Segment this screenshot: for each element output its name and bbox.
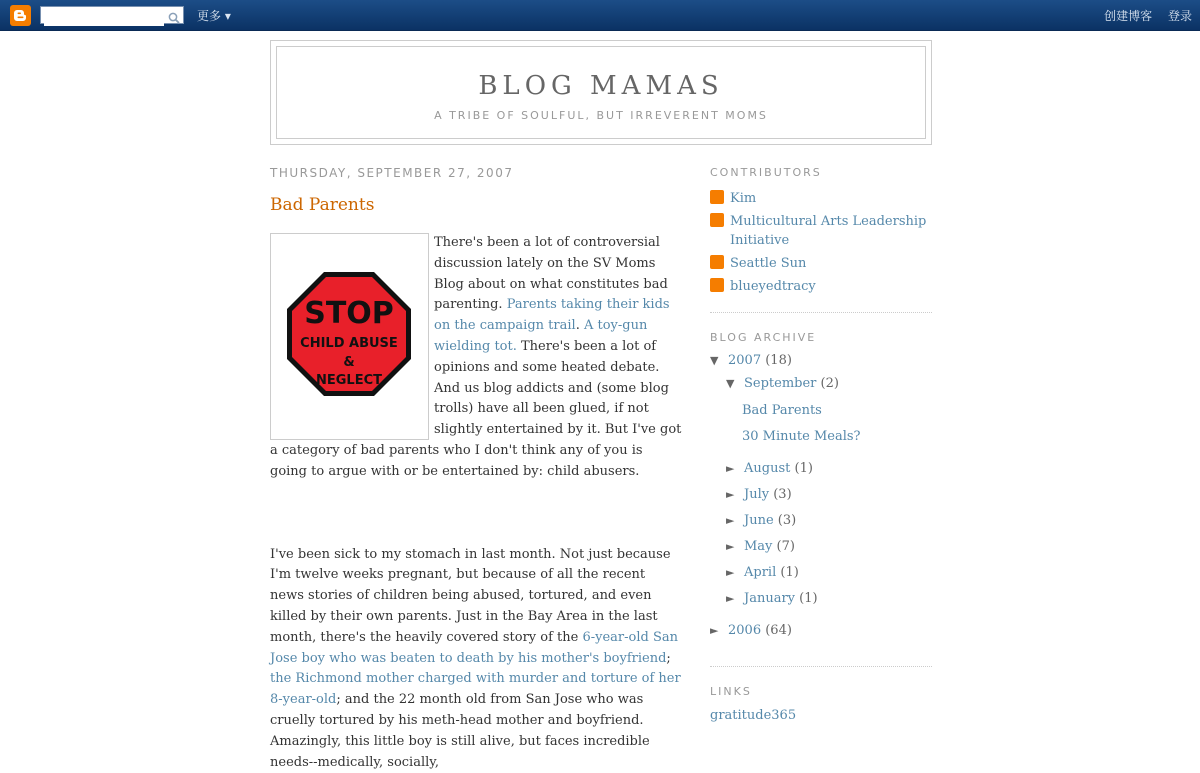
- campaign-trail-link[interactable]: Parents taking their kids on the campaign trail: [434, 297, 670, 334]
- blog-title[interactable]: BLOG MAMAS: [478, 71, 724, 101]
- archive-month-september: [710, 374, 932, 394]
- expand-toggle-icon[interactable]: ►: [726, 488, 735, 501]
- contributor-name[interactable]: Multicultural Arts Leadership Initiative: [730, 214, 927, 248]
- archive-year-link[interactable]: 2006: [728, 623, 762, 638]
- navbar-right-links: [1092, 7, 1192, 24]
- blogger-profile-icon: [710, 213, 724, 227]
- post-title[interactable]: Bad Parents: [270, 195, 375, 215]
- richmond-mother-link[interactable]: the Richmond mother charged with murder and torture of her 8-year-old: [270, 671, 681, 708]
- archive-year-2006: [710, 618, 932, 644]
- archive-count: (64): [765, 623, 792, 638]
- links-item[interactable]: [710, 706, 932, 725]
- blogger-profile-icon: [710, 255, 724, 269]
- archive-month-link[interactable]: August: [744, 461, 791, 476]
- archive-count: (18): [765, 353, 792, 368]
- blogger-profile-icon: [710, 190, 724, 204]
- contributor-name[interactable]: Kim: [730, 191, 757, 206]
- create-blog-link[interactable]: 创建博客: [1104, 9, 1153, 23]
- contributor-name[interactable]: blueyedtracy: [730, 279, 816, 294]
- expand-toggle-icon[interactable]: ►: [726, 462, 735, 475]
- contributor-item[interactable]: [710, 277, 932, 296]
- archive-count: (3): [777, 513, 797, 528]
- archive-month-link[interactable]: April: [744, 565, 777, 580]
- blogger-icon[interactable]: [10, 5, 31, 26]
- more-menu-button[interactable]: 更多 ▾: [197, 9, 231, 23]
- paragraph-2-text-b: ;: [666, 650, 671, 666]
- expand-toggle-icon[interactable]: ►: [710, 624, 719, 637]
- contributor-item[interactable]: [710, 254, 932, 273]
- collapse-toggle-icon[interactable]: ▼: [726, 377, 735, 390]
- post-date: THURSDAY, SEPTEMBER 27, 2007: [270, 166, 514, 180]
- archive-month-august: [710, 456, 932, 482]
- archive-month-link[interactable]: May: [744, 539, 773, 554]
- expand-toggle-icon[interactable]: ►: [726, 566, 735, 579]
- expand-toggle-icon[interactable]: ►: [726, 514, 735, 527]
- post-body: [270, 233, 682, 773]
- archive-month-link[interactable]: January: [744, 591, 796, 606]
- paragraph-spacer: [270, 483, 682, 545]
- stop-sign-word: STOP: [304, 296, 394, 331]
- stop-sign-line3: &: [343, 355, 355, 370]
- archive-count: (1): [794, 461, 813, 476]
- links-heading: LINKS: [710, 685, 752, 698]
- contributor-item[interactable]: [710, 212, 932, 250]
- search-input[interactable]: [44, 12, 164, 26]
- archive-post-link[interactable]: Bad Parents: [742, 403, 822, 418]
- expand-toggle-icon[interactable]: ►: [726, 540, 735, 553]
- toy-gun-link[interactable]: A toy-gun wielding tot.: [434, 318, 648, 354]
- blog-header-inner: [276, 46, 926, 139]
- collapse-toggle-icon[interactable]: ▼: [710, 354, 719, 367]
- sidebar-divider: [710, 666, 932, 667]
- paragraph-2-text-c: ; and the 22 month old from San Jose who was cruelly tortured by his meth-head mother and boyfriend. Amazingly, this little boy is still alive, but faces incredible needs--medically, socially,: [270, 692, 650, 770]
- blog-archive-heading: BLOG ARCHIVE: [710, 331, 817, 344]
- link-gratitude365[interactable]: gratitude365: [710, 708, 797, 723]
- blogger-navbar: [0, 0, 1200, 31]
- stop-child-abuse-image[interactable]: [270, 233, 429, 440]
- blogger-profile-icon: [710, 278, 724, 292]
- contributor-item[interactable]: [710, 189, 932, 208]
- stop-sign-line2: CHILD ABUSE: [300, 336, 398, 351]
- archive-post-item: [710, 398, 932, 424]
- paragraph-1-text-a: There's been a lot of controversial discussion lately on the SV Moms Blog about on what constitutes bad parenting.: [434, 235, 668, 313]
- paragraph-1-text-b: .: [575, 318, 584, 334]
- contributors-heading: CONTRIBUTORS: [710, 166, 822, 179]
- blog-header: [270, 40, 932, 145]
- stop-sign-line4: NEGLECT: [315, 373, 383, 388]
- paragraph-2-text-a: I've been sick to my stomach in last month. Not just because I'm twelve weeks pregnant, but because of all the recent news stories of children being abused, tortured, and even killed by their own parents. Just in the Bay Area in the last month, there's the heavily covered story of the: [270, 546, 671, 645]
- archive-count: (1): [799, 591, 818, 606]
- archive-count: (2): [820, 376, 839, 391]
- archive-year-2007: [710, 348, 932, 374]
- blog-archive-tree: [710, 348, 932, 644]
- expand-toggle-icon[interactable]: ►: [726, 592, 735, 605]
- sign-in-link[interactable]: 登录: [1167, 9, 1192, 23]
- archive-count: (3): [773, 487, 792, 502]
- search-icon[interactable]: [168, 9, 180, 28]
- archive-month-june: [710, 508, 932, 534]
- sidebar: [710, 166, 932, 729]
- archive-month-january: [710, 586, 932, 612]
- san-jose-boy-link[interactable]: 6-year-old San Jose boy who was beaten to death by his mother's boyfriend: [270, 629, 678, 666]
- archive-month-link[interactable]: September: [744, 376, 817, 391]
- paragraph-1-text-c: There's been a lot of opinions and some heated debate. And us blog addicts and (some blog trolls) have all been glued, if not slightly entertained by it. But I've got a category of bad parents who I don't think any of you is going to argue with or be entertained by: child abusers.: [270, 338, 682, 479]
- archive-year-link[interactable]: 2007: [728, 353, 762, 368]
- contributor-name[interactable]: Seattle Sun: [730, 256, 807, 271]
- sidebar-divider: [710, 312, 932, 313]
- archive-month-may: [710, 534, 932, 560]
- navbar-search-box[interactable]: [40, 6, 184, 24]
- archive-month-link[interactable]: June: [744, 513, 774, 528]
- archive-month-july: [710, 482, 932, 508]
- archive-month-link[interactable]: July: [744, 487, 770, 502]
- archive-month-april: [710, 560, 932, 586]
- archive-count: (7): [776, 539, 795, 554]
- archive-count: (1): [780, 565, 799, 580]
- main-column: [270, 166, 682, 773]
- archive-post-link[interactable]: 30 Minute Meals?: [742, 429, 861, 444]
- archive-post-item: [710, 424, 932, 450]
- blog-description: A TRIBE OF SOULFUL, BUT IRREVERENT MOMS: [434, 109, 768, 122]
